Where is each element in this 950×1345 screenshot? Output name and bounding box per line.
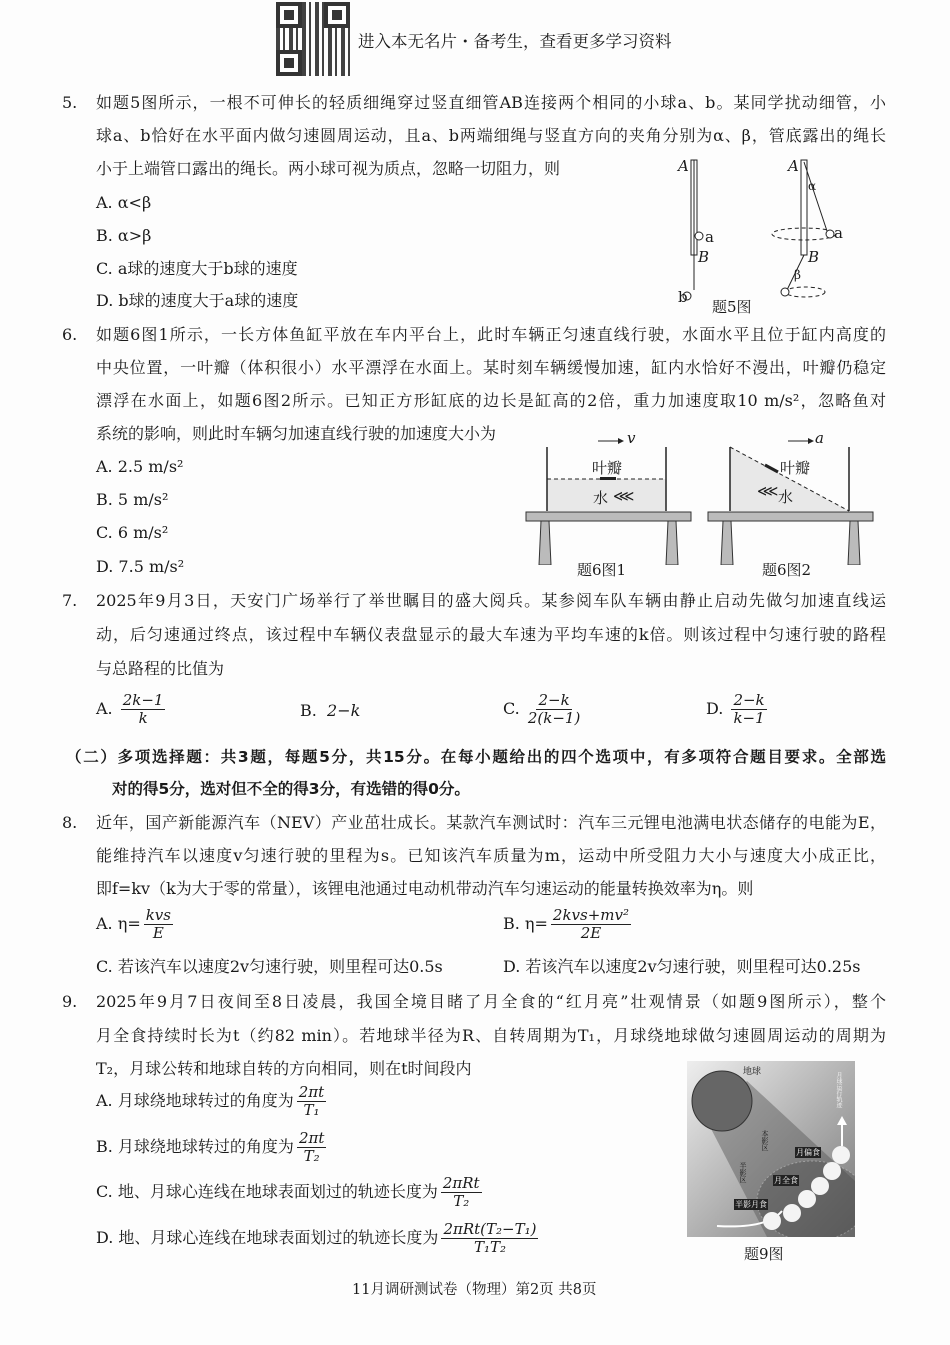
q6-figures	[520, 425, 900, 565]
q6-fig2-leaf: 叶瓣	[780, 459, 811, 477]
q9-option-d: D. 地、月球心连线在地球表面划过的轨迹长度为 $\frac{\text{2πRt(T₂−T₁)}}{\text{T₁T₂}}$	[96, 1220, 537, 1256]
q8-option-b: B. η= $\frac{\text{2kvs+mv²}}{2E}$	[503, 906, 630, 942]
q5-line: 球a、b恰好在水平面内做匀速圆周运动，且a、b两端细绳与竖直方向的夹角分别为α、β，管底露出的绳长	[96, 126, 886, 145]
q9-figure	[687, 1061, 855, 1237]
q7-line: 与总路程的比值为	[96, 659, 225, 678]
q6-line: 如题6图1所示，一长方体鱼缸平放在车内平台上，此时车辆正匀速直线行驶，水面水平且位于缸内高度的	[96, 325, 886, 344]
q7-option-a: A. $\frac{2k-1}{k}$	[96, 691, 164, 727]
q5-fig-caption: 题5图	[712, 298, 752, 316]
q5-fig2-ball-a: a	[834, 224, 843, 242]
section-heading: （二）多项选择题：共3题，每题5分，共15分。在每小题给出的四个选项中，有多项符合题目要求。全部选	[66, 748, 886, 766]
page-footer: 11月调研测试卷（物理）第2页 共8页	[352, 1282, 597, 1298]
q5-number: 5.	[62, 93, 78, 112]
q8-option-a: A. η= $\frac{\text{kvs}}{E}$	[96, 906, 171, 942]
q9-number: 9.	[62, 992, 78, 1011]
q6-option-d: D. 7.5 m/s²	[96, 557, 185, 576]
q9-line: 2025年9月7日夜间至8日凌晨，我国全境目睹了月全食的“红月亮”壮观情景（如题9图所示），整个	[96, 992, 886, 1011]
q5-fig-alpha: α	[808, 179, 817, 193]
q5-line: 如题5图所示，一根不可伸长的轻质细绳穿过竖直细管AB连接两个相同的小球a、b。某同学扰动细管，小	[96, 93, 886, 112]
q6-fig2-water: 水	[778, 488, 794, 506]
q6-number: 6.	[62, 325, 78, 344]
q9-fig-penumbral: 半影月食	[735, 1200, 767, 1209]
q6-fig2-acceleration: a	[815, 429, 824, 447]
q8-line: 近年，国产新能源汽车（NEV）产业茁壮成长。某款汽车测试时：汽车三元锂电池满电状态储存的电能为E，	[96, 813, 886, 832]
q9-fig-orbit: 月球运行轨迹	[835, 1072, 842, 1108]
q9-fig-total: 月全食	[774, 1176, 798, 1185]
q9-option-b: B. 月球绕地球转过的角度为 $\frac{2\pi t}{\text{T₂}}$	[96, 1129, 325, 1165]
q8-number: 8.	[62, 813, 78, 832]
q6-fig1-velocity: v	[627, 429, 636, 447]
q5-option-c: C. a球的速度大于b球的速度	[96, 259, 298, 278]
q8-line: 即f=kv（k为大于零的常量），该锂电池通过电动机带动汽车匀速运动的能量转换效率为η。则	[96, 879, 754, 898]
qr-code	[276, 2, 350, 76]
q5-fig2-label-b: B	[808, 248, 820, 266]
q7-number: 7.	[62, 591, 78, 610]
q7-line: 动，后匀速通过终点，该过程中车辆仪表盘显示的最大车速为平均车速的k倍。则该过程中匀速行驶的路程	[96, 625, 886, 644]
q5-option-a: A. α<β	[96, 193, 152, 212]
q5-fig2-label-a-top: A	[788, 157, 799, 175]
q9-option-c: C. 地、月球心连线在地球表面划过的轨迹长度为 $\frac{\text{2πRt}}{\text{T₂}}$	[96, 1174, 480, 1210]
q9-fig-penumbra: 半影区	[739, 1162, 747, 1183]
section-heading: 对的得5分，选对但不全的得3分，有选错的得0分。	[112, 780, 470, 798]
q6-fig1-caption: 题6图1	[577, 561, 627, 579]
q5-fig-beta: β	[794, 268, 801, 282]
q7-option-b: B. 2−k	[300, 701, 361, 720]
q9-fig-partial: 月偏食	[796, 1148, 820, 1157]
q5-option-b: B. α>β	[96, 226, 152, 245]
q9-fig-caption: 题9图	[744, 1245, 784, 1263]
q9-line: T₂，月球公转和地球自转的方向相同，则在t时间段内	[96, 1059, 472, 1078]
q6-line: 中央位置，一叶瓣（体积很小）水平漂浮在水面上。某时刻车辆缓慢加速，缸内水恰好不漫出，叶瓣仍稳定	[96, 358, 886, 377]
q6-option-b: B. 5 m/s²	[96, 490, 169, 509]
q5-fig-ball-b: b	[678, 288, 688, 306]
q8-line: 能维持汽车以速度v匀速行驶的里程为s。已知该汽车质量为m，运动中所受阻力大小与速度大小成正比，	[96, 846, 886, 865]
q6-option-c: C. 6 m/s²	[96, 523, 169, 542]
q9-fig-umbra: 本影区	[761, 1130, 769, 1151]
q7-line: 2025年9月3日，天安门广场举行了举世瞩目的盛大阅兵。某参阅车队车辆由静止启动先做匀加速直线运	[96, 591, 886, 610]
q6-fig1-leaf: 叶瓣	[592, 459, 623, 477]
q5-fig-ball-a: a	[705, 228, 714, 246]
q6-fig2-caption: 题6图2	[762, 561, 812, 579]
q5-option-d: D. b球的速度大于a球的速度	[96, 291, 299, 310]
q5-fig-label-b: B	[698, 248, 710, 266]
fish-icon: ⋘	[613, 487, 635, 505]
q6-option-a: A. 2.5 m/s²	[96, 457, 184, 476]
q5-line: 小于上端管口露出的绳长。两小球可视为质点，忽略一切阻力，则	[96, 159, 561, 178]
q9-option-a: A. 月球绕地球转过的角度为 $\frac{2\pi t}{\text{T₁}}$	[96, 1083, 325, 1119]
header-banner: 进入本无名片・备考生，查看更多学习资料	[358, 32, 672, 51]
q9-fig-earth: 地球	[743, 1067, 762, 1077]
q9-line: 月全食持续时长为t（约82 min）。若地球半径为R、自转周期为T₁，月球绕地球做匀速圆周运动的周期为	[96, 1026, 886, 1045]
q7-option-d: D. $\frac{2-k}{k-1}$	[706, 691, 765, 727]
q8-option-d: D. 若该汽车以速度2v匀速行驶，则里程可达0.25s	[503, 957, 861, 976]
q8-option-c: C. 若该汽车以速度2v匀速行驶，则里程可达0.5s	[96, 957, 443, 976]
q5-fig-label-a-top: A	[678, 157, 689, 175]
q6-line: 漂浮在水面上，如题6图2所示。已知正方形缸底的边长是缸高的2倍，重力加速度取10 m/s²，忽略鱼对	[96, 391, 886, 410]
q6-fig1-water: 水	[593, 489, 609, 507]
q7-option-c: C. $\frac{2-k}{2(k-1)}$	[503, 691, 581, 727]
q6-line: 系统的影响，则此时车辆匀加速直线行驶的加速度大小为	[96, 424, 497, 443]
fish-icon: ⋘	[757, 482, 779, 500]
